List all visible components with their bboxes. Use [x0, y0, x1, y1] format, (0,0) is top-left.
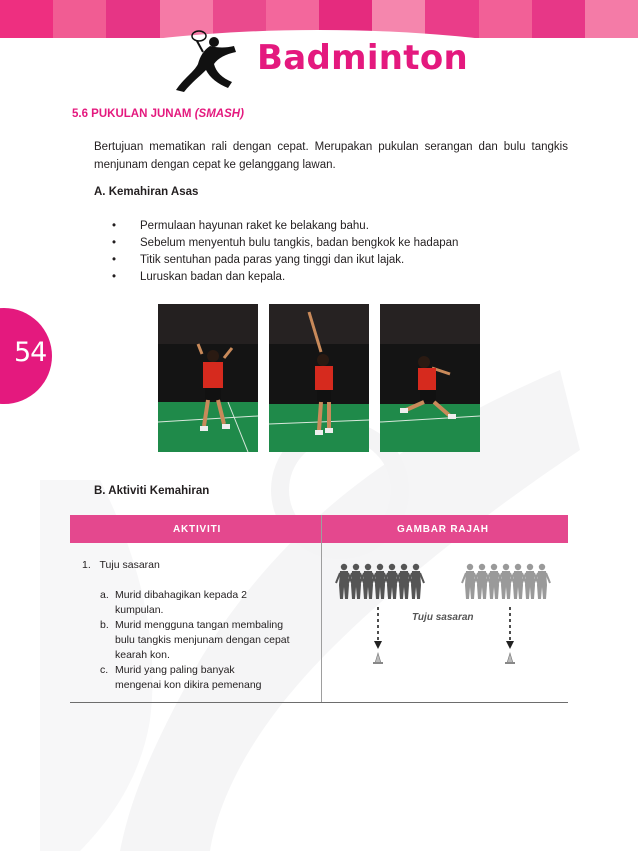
activity-title: Tuju sasaran	[99, 559, 160, 571]
activity-sub-item-b	[82, 618, 318, 663]
header-stripe	[532, 0, 586, 38]
diagram-label: Tuju sasaran	[412, 612, 474, 623]
cone-left-icon	[373, 653, 383, 664]
sub-item-line: mengenai kon dikira pemenang	[115, 679, 262, 691]
column-header-aktiviti: AKTIVITI	[173, 524, 222, 535]
header-stripe	[106, 0, 160, 38]
activity-number: 1.	[82, 559, 91, 571]
sub-item-line: kearah kon.	[115, 649, 170, 661]
table-header	[70, 515, 568, 543]
badminton-player-logo-icon	[170, 28, 240, 94]
kemahiran-asas-list	[112, 220, 458, 288]
sub-item-line: kumpulan.	[115, 604, 164, 616]
kemahiran-asas-heading: A. Kemahiran Asas	[94, 186, 199, 198]
header-stripe	[479, 0, 533, 38]
smash-photo-2	[269, 304, 369, 452]
sub-item-mark: c.	[100, 664, 109, 676]
section-heading	[72, 108, 244, 120]
activity-sub-item-c	[82, 663, 318, 693]
sub-item-line: Murid mengguna tangan membaling	[115, 619, 284, 631]
header-stripe	[53, 0, 107, 38]
section-title: 5.6 PUKULAN JUNAM	[72, 108, 192, 120]
sub-item-line: Murid dibahagikan kepada 2	[115, 589, 247, 601]
sub-item-line: bulu tangkis menjunam dengan cepat	[115, 634, 290, 646]
page-number: 54	[14, 337, 47, 368]
student-group-right-icon	[462, 564, 550, 599]
list-item: • Sebelum menyentuh bulu tangkis, badan bengkok ke hadapan	[112, 237, 458, 254]
table-column-divider	[321, 515, 322, 703]
list-item: • Permulaan hayunan raket ke belakang bahu.	[112, 220, 458, 237]
intro-paragraph: Bertujuan mematikan rali dengan cepat. Merupakan pukulan serangan dan bulu tangkis menjunam dengan cepat ke gelanggang lawan.	[94, 141, 568, 171]
student-group-left-icon	[336, 564, 424, 599]
activity-sub-item-a	[82, 588, 318, 618]
tuju-sasaran-diagram	[330, 555, 562, 695]
sub-item-mark: a.	[100, 589, 109, 601]
table-bottom-rule	[70, 702, 568, 703]
activity-cell	[82, 558, 318, 693]
header-stripe	[425, 0, 479, 38]
section-title-italic: (SMASH)	[194, 108, 244, 120]
header-stripe	[0, 0, 54, 38]
header-stripe	[585, 0, 638, 38]
smash-photo-3	[380, 304, 480, 452]
smash-photo-1	[158, 304, 258, 452]
list-item: • Titik sentuhan pada paras yang tinggi dan ikut lajak.	[112, 254, 458, 271]
page-title: Badminton	[257, 38, 468, 78]
column-header-gambar-rajah: GAMBAR RAJAH	[397, 524, 489, 535]
list-item: • Luruskan badan dan kepala.	[112, 271, 458, 288]
cone-right-icon	[505, 653, 515, 664]
aktiviti-kemahiran-heading: B. Aktiviti Kemahiran	[94, 485, 210, 497]
sub-item-line: Murid yang paling banyak	[115, 664, 235, 676]
sub-item-mark: b.	[100, 619, 109, 631]
